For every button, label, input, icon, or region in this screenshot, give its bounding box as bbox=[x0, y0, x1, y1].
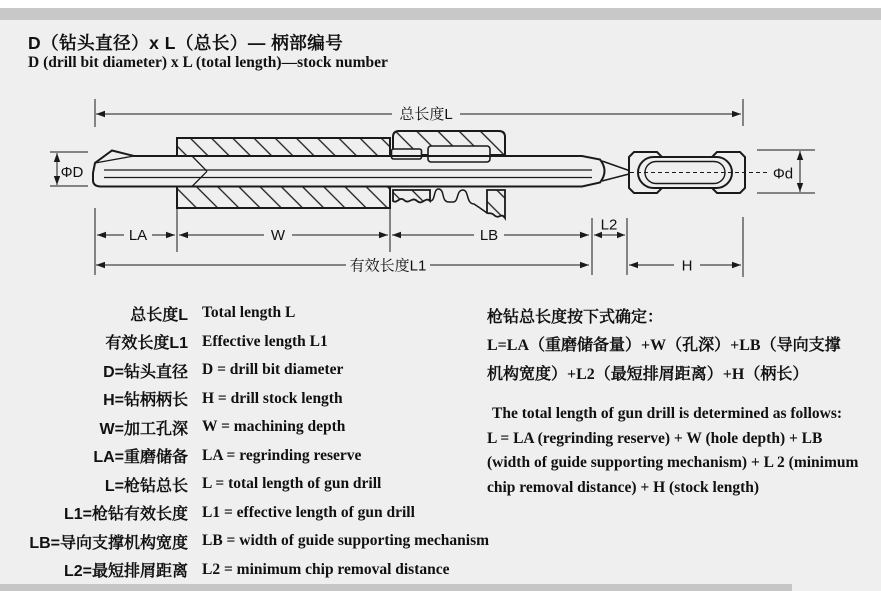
formula-line-en: (width of guide supporting mechanism) + L 2 (minimum bbox=[487, 454, 859, 471]
legend-row bbox=[0, 442, 489, 471]
legend-row bbox=[0, 356, 489, 385]
tube-shank-crimp bbox=[602, 161, 629, 181]
legend-row bbox=[0, 328, 489, 357]
formula-line-en: L = LA (regrinding reserve) + W (hole depth) + LB bbox=[487, 429, 823, 447]
page-title: D（钻头直径）x L（总长）— 柄部编号 bbox=[28, 33, 344, 53]
legend-row bbox=[0, 470, 489, 499]
legend-term-zh: 有效长度L1 bbox=[105, 335, 188, 353]
gun-drill-diagram bbox=[0, 85, 881, 290]
page-subtitle: D (drill bit diameter) x L (total length)—stock number bbox=[28, 54, 388, 71]
label-effective-length: 有效长度L1 bbox=[349, 257, 427, 275]
length-formula-notes bbox=[487, 303, 881, 500]
legend-row bbox=[0, 385, 489, 414]
legend-term-en: H = drill stock length bbox=[202, 389, 343, 407]
top-white-strip bbox=[0, 0, 881, 8]
drill-tube bbox=[93, 151, 605, 187]
label-h: H bbox=[681, 257, 693, 275]
label-total-length: 总长度L bbox=[399, 106, 453, 123]
legend-term-zh: L2=最短排屑距离 bbox=[63, 563, 188, 581]
label-w: W bbox=[270, 227, 286, 244]
bottom-gray-band bbox=[0, 584, 792, 591]
legend-term-zh: LB=导向支撑机构宽度 bbox=[29, 534, 188, 552]
formula-line-en: chip removal distance) + H (stock length) bbox=[487, 478, 760, 496]
legend-term-zh: D=钻头直径 bbox=[103, 363, 188, 381]
legend-term-en: W = machining depth bbox=[202, 418, 346, 436]
legend-term-zh: W=加工孔深 bbox=[99, 420, 188, 438]
legend-table bbox=[0, 299, 489, 584]
legend-row bbox=[0, 499, 489, 528]
label-la: LA bbox=[128, 227, 148, 244]
legend-term-en: LA = regrinding reserve bbox=[202, 446, 362, 464]
formula-line-zh: L=LA（重磨储备量）+W（孔深）+LB（导向支撑 bbox=[487, 337, 841, 354]
legend-row bbox=[0, 299, 489, 328]
formula-line-en: The total length of gun drill is determined as follows: bbox=[492, 405, 843, 422]
formula-line-zh: 机构宽度）+L2（最短排屑距离）+H（柄长） bbox=[487, 365, 809, 383]
legend-row bbox=[0, 413, 489, 442]
legend-row bbox=[0, 527, 489, 556]
drill-shank bbox=[629, 152, 768, 193]
legend-term-zh: LA=重磨储备 bbox=[93, 449, 188, 467]
label-lb: LB bbox=[479, 227, 499, 244]
label-l2: L2 bbox=[600, 216, 618, 234]
legend-term-en: D = drill bit diameter bbox=[202, 361, 344, 379]
legend-term-zh: L=枪钻总长 bbox=[104, 477, 188, 495]
legend-term-en: L2 = minimum chip removal distance bbox=[202, 560, 450, 578]
legend-term-en: Total length L bbox=[202, 304, 296, 322]
label-dia-shank: Φd bbox=[772, 165, 794, 183]
legend-term-zh: 总长度L bbox=[130, 306, 188, 324]
label-dia-drill: ΦD bbox=[60, 164, 84, 181]
legend-term-en: L1 = effective length of gun drill bbox=[202, 503, 415, 521]
legend-term-zh: L1=枪钻有效长度 bbox=[63, 506, 188, 524]
formula-heading-zh: 枪钻总长度按下式确定： bbox=[487, 309, 664, 326]
legend-term-en: Effective length L1 bbox=[202, 332, 328, 350]
legend-term-en: LB = width of guide supporting mechanism bbox=[202, 532, 490, 550]
drill-bushing bbox=[392, 146, 506, 162]
legend-term-zh: H=钻柄柄长 bbox=[103, 392, 188, 410]
legend-row bbox=[0, 556, 489, 585]
top-gray-band bbox=[0, 8, 881, 20]
legend-term-en: L = total length of gun drill bbox=[202, 475, 382, 493]
formula-paragraph-en bbox=[487, 402, 881, 500]
